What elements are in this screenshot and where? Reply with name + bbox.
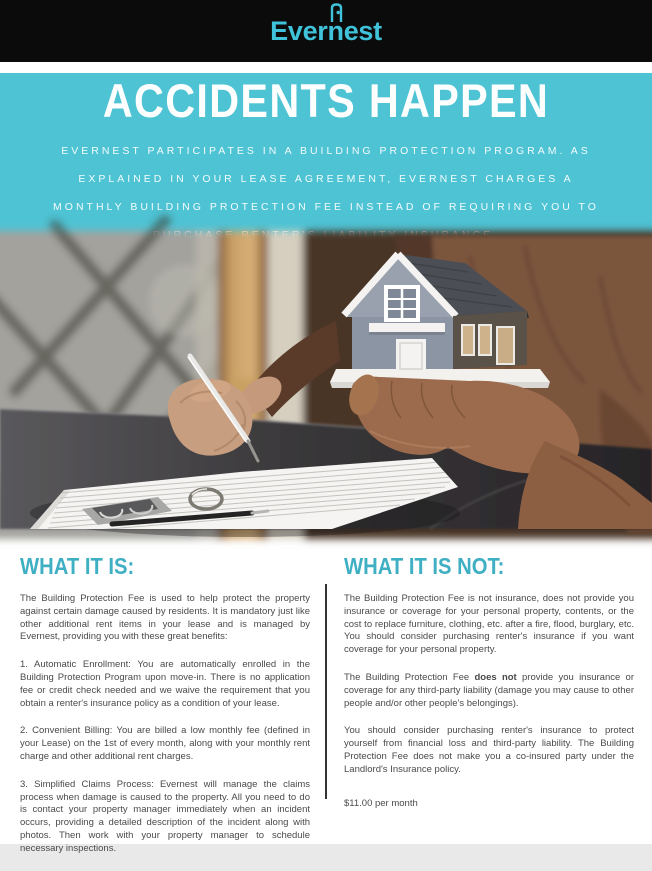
paragraph-intro: The Building Protection Fee is used to help protect the property against certain damage caused by residents. It is mandatory just like other additional rent items in your lease and is managed by Evernest, providing you with these great benefits: [20,593,310,643]
what-it-is-section [20,553,310,871]
hero-photo-illustration [0,241,652,529]
paragraph-automatic-enrollment: 1. Automatic Enrollment: You are automatically enrolled in the Building Protection Program upon move-in. There is no application fee or credit check needed and we waive the requirement that you obtain a renter's insurance policy as a condition of your lease. [20,659,310,709]
logo-text-pre: Ever [270,15,328,46]
what-it-is-not-heading: WHAT IT IS NOT: [344,553,505,579]
paragraph-no-liability-post: provide you insurance or coverage for any third-party liability (damage you may cause to other people and/or other people's belongings). [344,671,634,709]
logo-text-post: est [343,15,382,46]
door-icon [329,2,344,22]
what-it-is-heading: WHAT IT IS: [20,553,135,579]
banner-subtitle-line: EVERNEST PARTICIPATES IN A BUILDING PROTECTION PROGRAM. AS [61,145,591,157]
body-content [0,529,652,871]
banner [0,73,652,241]
what-it-is-not-section [344,553,634,871]
column-divider [325,584,327,799]
header-bar [0,0,652,62]
price-text: $11.00 per month [344,797,418,809]
banner-subtitle-line: MONTHLY BUILDING PROTECTION FEE INSTEAD OF REQUIRING YOU TO [53,201,599,213]
paragraph-no-liability-bold: does not [474,671,517,683]
house-window [384,285,420,322]
page-title: ACCIDENTS HAPPEN [102,74,550,127]
paragraph-convenient-billing: 2. Convenient Billing: You are billed a low monthly fee (defined in your Lease) on the 1st of every month, along with your monthly rent charge and other additional rent charges. [20,725,310,762]
logo-letter-n: n [328,18,344,45]
banner-subtitle-line: EXPLAINED IN YOUR LEASE AGREEMENT, EVERNEST CHARGES A [78,173,574,185]
paragraph-no-liability [344,672,634,710]
paragraph-consider-insurance: You should consider purchasing renter's insurance to protect yourself from financial loss and third-party liability. The Building Protection Fee does not make you a co-insured party under the Landlord's Insurance policy. [344,725,634,775]
paragraph-no-liability-pre: The Building Protection Fee [344,671,475,683]
evernest-logo [270,15,382,46]
paragraph-simplified-claims: 3. Simplified Claims Process: Evernest will manage the claims process when damage is caused to the property. All you need to do is contact your property manager immediately when an incident occurs, providing a detailed description of the incident along with photos. Then work with your property manager to schedule necessary inspections. [20,778,310,854]
paragraph-not-insurance: The Building Protection Fee is not insurance, does not provide you insurance or coverage for your personal property, contents, or the cost to replace furniture, clothing, etc. after a fire, flood, burglary, etc. You should consider purchasing renter's insurance if you want coverage for your personal property. [344,593,634,656]
hero-photo [0,241,652,529]
